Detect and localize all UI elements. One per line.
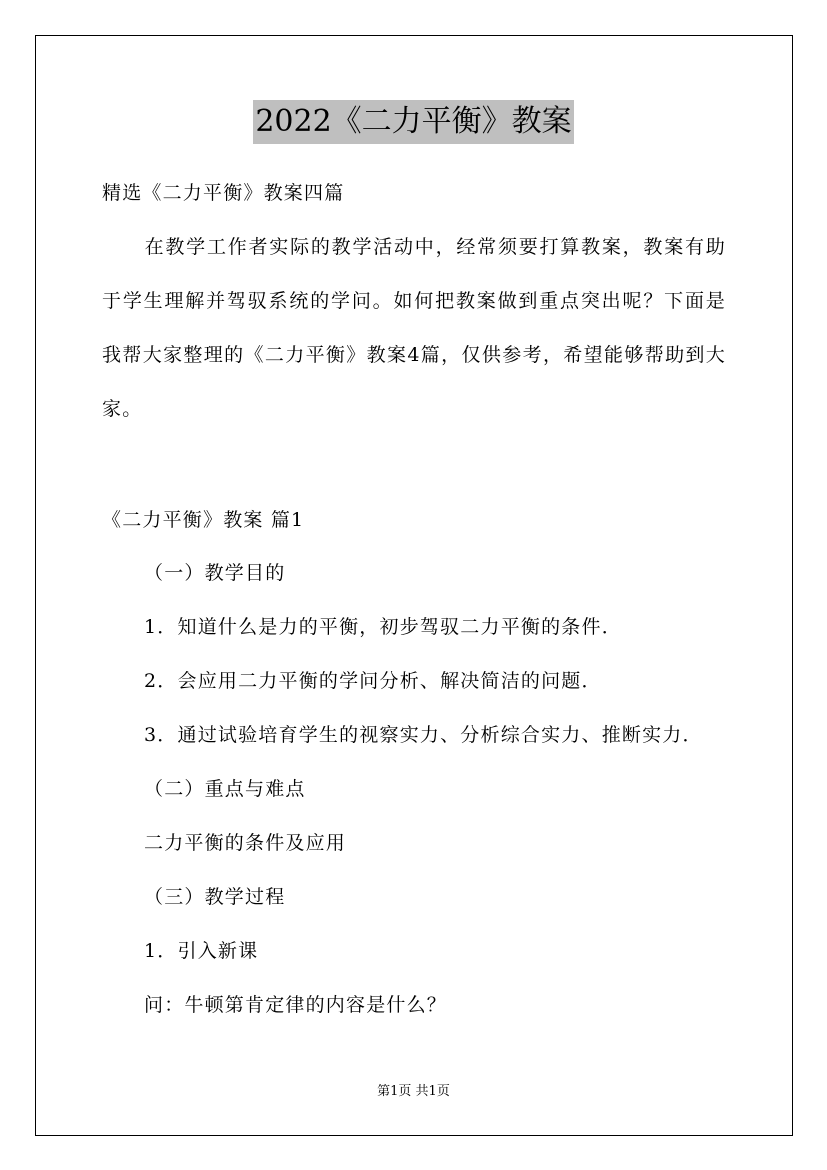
page-footer: 第1页 共1页 (377, 1084, 450, 1099)
list-item: （三）教学过程 (144, 886, 286, 908)
list-item: 2．会应用二力平衡的学问分析、解决简洁的问题． (144, 670, 602, 692)
intro-text: 在教学工作者实际的教学活动中，经常须要打算教案，教案有助于学生理解并驾驭系统的学问。如何把教案做到重点突出呢？下面是我帮大家整理的《二力平衡》教案4篇，仅供参考，希望能够帮助到大家。 (102, 236, 726, 420)
list-item: 1．引入新课 (144, 940, 259, 962)
document-subtitle: 精选《二力平衡》教案四篇 (102, 182, 345, 204)
section-heading: 《二力平衡》教案 篇1 (102, 509, 305, 531)
list-item: 1．知道什么是力的平衡，初步驾驭二力平衡的条件． (144, 616, 622, 638)
list-item: 二力平衡的条件及应用 (144, 832, 347, 854)
document-title-container (0, 100, 827, 144)
list-item: 3．通过试验培育学生的视察实力、分析综合实力、推断实力． (144, 724, 703, 746)
document-title: 2022《二力平衡》教案 (253, 100, 573, 144)
list-item: 问：牛顿第肯定律的内容是什么？ (144, 994, 448, 1016)
list-item: （二）重点与难点 (144, 778, 306, 800)
list-item: （一）教学目的 (144, 562, 286, 584)
intro-paragraph (102, 220, 726, 436)
